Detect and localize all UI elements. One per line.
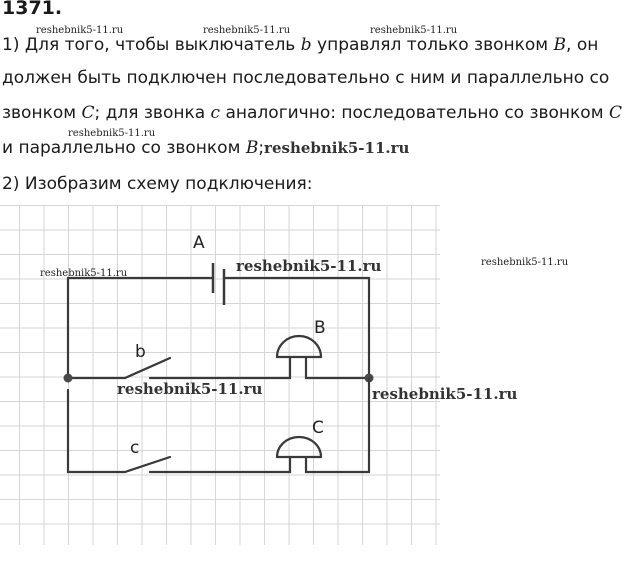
variable-C: C <box>608 103 622 123</box>
problem-number: 1371. <box>2 0 63 19</box>
text-segment: , он <box>566 35 599 55</box>
variable-B: B <box>245 138 259 158</box>
wire-lower-left <box>68 390 125 472</box>
watermark: reshebnik5-11.ru <box>264 139 410 157</box>
text-line-2: должен быть подключен последовательно с ним и параллельно со <box>2 68 610 88</box>
circuit-diagram <box>0 205 440 545</box>
watermark: reshebnik5-11.ru <box>372 385 518 403</box>
variable-B: B <box>553 35 567 55</box>
wire-middle-to-bell-b <box>150 357 290 378</box>
switch-b-blade <box>125 358 170 378</box>
text-segment: аналогично: последовательно со звонком <box>220 103 609 123</box>
label-bell-c: C <box>312 418 324 438</box>
label-switch-b: b <box>135 342 146 362</box>
text-line-1 <box>2 35 598 55</box>
watermark: reshebnik5-11.ru <box>236 257 382 275</box>
watermark: reshebnik5-11.ru <box>481 257 569 268</box>
label-battery-a: A <box>193 233 205 253</box>
variable-b: b <box>300 35 312 55</box>
variable-c: c <box>210 103 221 123</box>
junction-left <box>64 374 73 383</box>
text-segment: управлял только звонком <box>311 35 554 55</box>
switch-c-blade <box>125 457 170 472</box>
bell-c-dome <box>277 437 321 457</box>
bell-b-dome <box>277 336 321 357</box>
watermark: reshebnik5-11.ru <box>36 25 124 36</box>
watermark: reshebnik5-11.ru <box>370 25 458 36</box>
watermark: reshebnik5-11.ru <box>40 268 128 279</box>
watermark: reshebnik5-11.ru <box>68 128 156 139</box>
text-segment: ; <box>258 138 265 158</box>
label-switch-c: c <box>130 438 140 458</box>
text-line-4 <box>2 138 409 158</box>
watermark: reshebnik5-11.ru <box>203 25 291 36</box>
text-segment: звонком <box>2 103 82 123</box>
wire-lower-to-bell-c <box>150 457 290 472</box>
text-segment: и параллельно со звонком <box>2 138 246 158</box>
text-line-5: 2) Изобразим схему подключения: <box>2 174 313 194</box>
watermark: reshebnik5-11.ru <box>117 380 263 398</box>
text-line-3 <box>2 103 622 123</box>
label-bell-b: B <box>314 318 326 338</box>
variable-C: C <box>81 103 95 123</box>
text-segment: 1) Для того, чтобы выключатель <box>2 35 301 55</box>
text-segment: ; для звонка <box>94 103 211 123</box>
